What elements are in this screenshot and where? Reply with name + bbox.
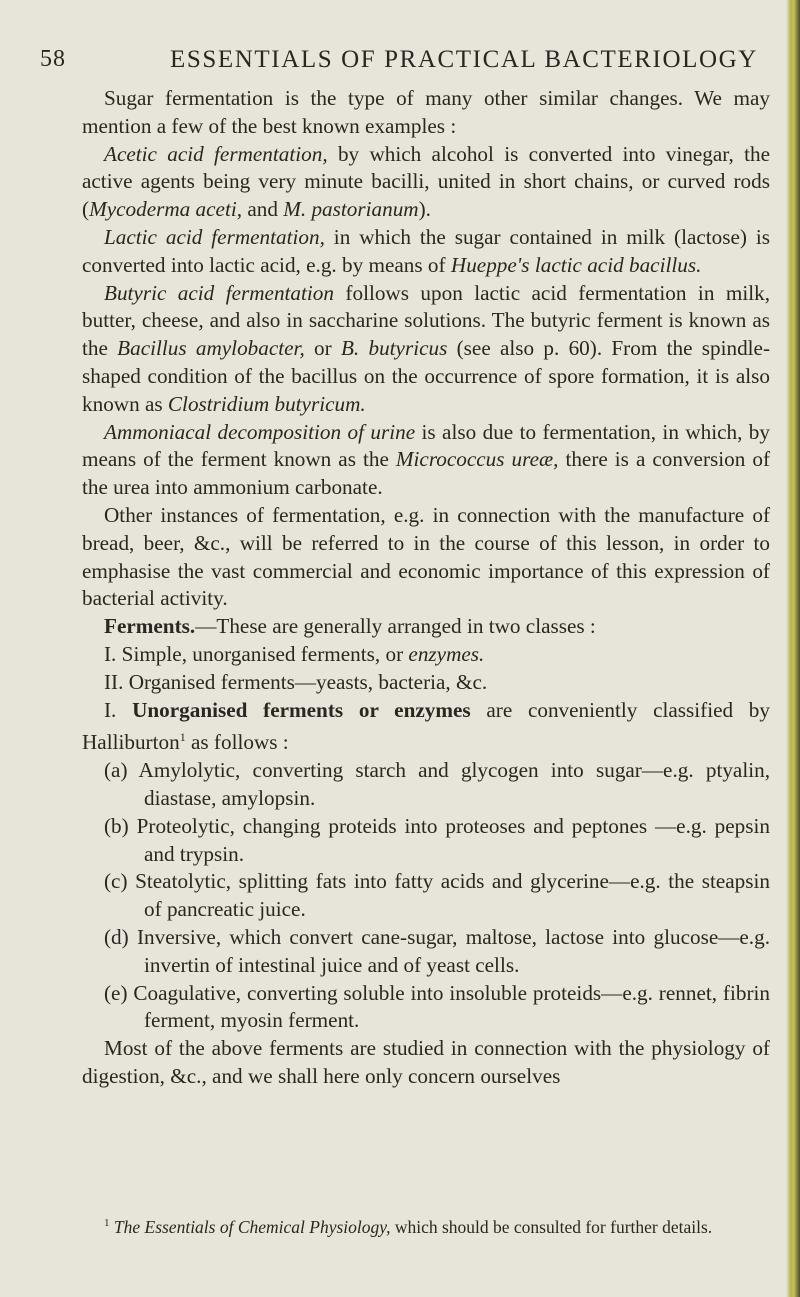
list-item: (e) Coagulative, converting soluble into insoluble proteids—e.g. rennet, fibrin ferment, myosin ferment. bbox=[104, 980, 770, 1033]
species-hueppe: Hueppe's lactic acid bacillus. bbox=[450, 252, 702, 277]
page-header bbox=[40, 46, 760, 80]
species-amylobacter: Bacillus amylobacter, bbox=[117, 336, 305, 361]
species-butyricus: B. butyricus bbox=[340, 336, 448, 361]
closing-paragraph: Most of the above ferments are studied in connection with the physiology of digestion, &c., and we shall here only concern ourselves bbox=[82, 1036, 770, 1088]
intro-paragraph: Sugar fermentation is the type of many other similar changes. We may mention a few of the best known examples : bbox=[82, 86, 770, 138]
page-edge-shadow bbox=[786, 0, 800, 1297]
footnote-ref: 1 bbox=[179, 730, 186, 745]
list-item: (d) Inversive, which convert cane-sugar, maltose, lactose into glucose—e.g. invertin of intestinal juice and of yeast cells. bbox=[104, 924, 770, 977]
lactic-heading: Lactic acid fermentation, bbox=[104, 224, 325, 249]
list-item: (b) Proteolytic, changing proteids into proteoses and peptones —e.g. pepsin and trypsin. bbox=[104, 813, 770, 866]
unorganised-heading: Unorganised ferments or enzymes bbox=[132, 697, 471, 722]
species-micrococcus: Micrococcus ureæ, bbox=[395, 447, 559, 472]
species-pastorianum: M. pastorianum bbox=[283, 197, 419, 222]
ferments-paragraph: Ferments.—These are generally arranged in two classes : bbox=[104, 614, 596, 639]
running-title: ESSENTIALS OF PRACTICAL BACTERIOLOGY bbox=[170, 46, 758, 73]
other-paragraph: Other instances of fermentation, e.g. in connection with the manufacture of bread, beer, &c., will be referred to in the course of this lesson, in order to emphasise the vast commercial and economic importance of this expression of bacterial activity. bbox=[82, 502, 770, 611]
page-number: 58 bbox=[40, 46, 66, 72]
body-text bbox=[82, 85, 770, 1091]
butyric-paragraph: Butyric acid fermentation follows upon lactic acid fermentation in milk, butter, cheese, and also in saccharine solutions. The butyric ferment is known as the Bacillus amylobacter, or B. butyricus (see also p. 60). From the spindle-shaped condition of the bacillus on the occurrence of spore formation, it is also known as Clostridium butyricum. bbox=[82, 280, 771, 416]
enzyme-list bbox=[104, 757, 770, 1035]
acetic-heading: Acetic acid fermentation, bbox=[104, 141, 328, 166]
ferments-class-2: II. Organised ferments—yeasts, bacteria, &c. bbox=[104, 669, 488, 694]
ammoniacal-paragraph: Ammoniacal decomposition of urine is also due to fermentation, in which, by means of the ferment known as the Micrococcus ureæ, there is a conversion of the urea into ammonium carbonate. bbox=[82, 419, 770, 500]
ammoniacal-heading: Ammoniacal decomposition of urine bbox=[104, 419, 416, 444]
list-item: (a) Amylolytic, converting starch and glycogen into sugar—e.g. ptyalin, diastase, amylopsin. bbox=[104, 758, 770, 810]
list-item: (c) Steatolytic, splitting fats into fatty acids and glycerine—e.g. the steapsin of pancreatic juice. bbox=[104, 869, 770, 922]
footnote-title: The Essentials of Chemical Physiology, bbox=[113, 1216, 391, 1237]
species-clostridium: Clostridium butyricum. bbox=[167, 391, 366, 416]
footnote: $^1$ The Essentials of Chemical Physiology, which should be consulted for further details. bbox=[104, 1216, 713, 1237]
unorganised-paragraph: I. Unorganised ferments or enzymes are conveniently classified by Halliburton$^1$ as follows : bbox=[82, 697, 770, 755]
species-mycoderma: Mycoderma aceti, bbox=[89, 197, 243, 222]
butyric-heading: Butyric acid fermentation bbox=[104, 280, 334, 305]
footnote-mark: 1 bbox=[104, 1217, 110, 1229]
ferments-class-1: I. Simple, unorganised ferments, or enzymes. bbox=[104, 641, 485, 666]
lactic-paragraph: Lactic acid fermentation, in which the sugar contained in milk (lactose) is converted into lactic acid, e.g. by means of Hueppe's lactic acid bacillus. bbox=[82, 224, 771, 277]
ferments-heading: Ferments. bbox=[104, 614, 196, 639]
acetic-paragraph: Acetic acid fermentation, by which alcohol is converted into vinegar, the active agents being very minute bacilli, united in short chains, or curved rods (Mycoderma aceti, and M. pastorianum). bbox=[82, 141, 770, 222]
